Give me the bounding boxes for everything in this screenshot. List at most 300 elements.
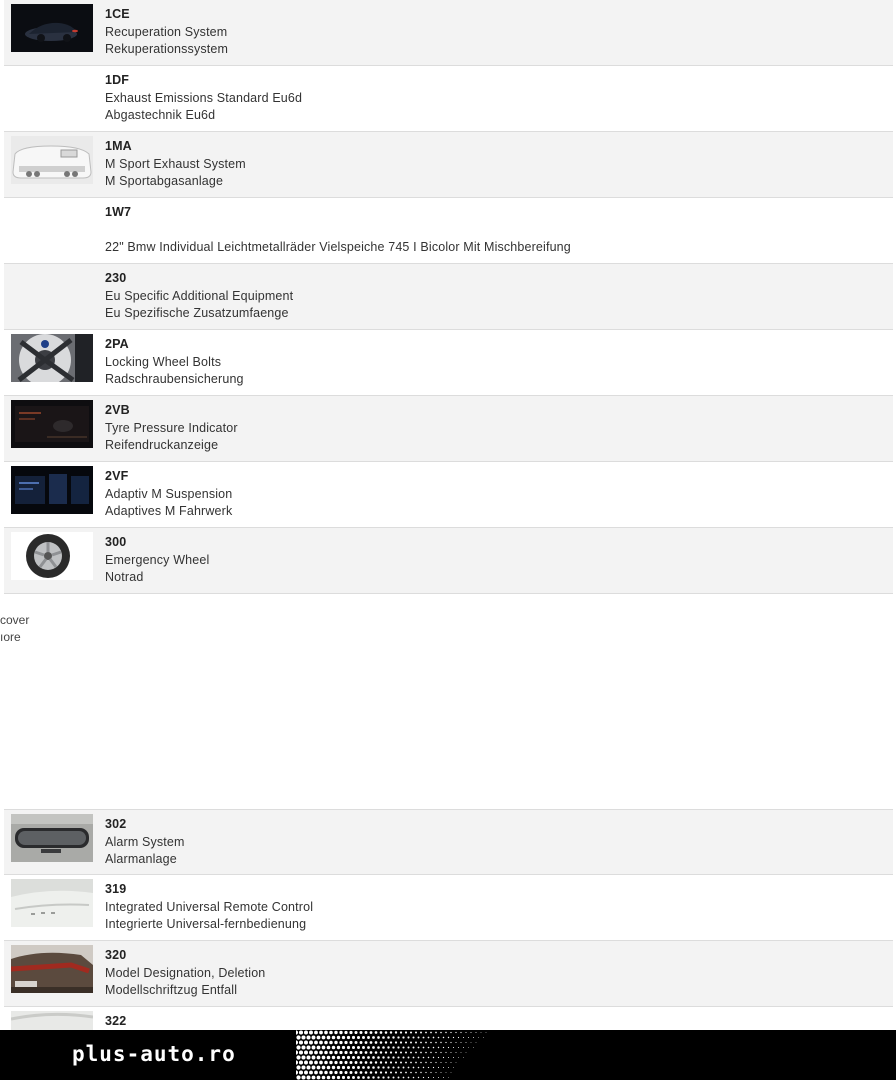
option-name-en: Integrated Universal Remote Control [105,899,314,914]
halftone-dot [339,1051,342,1054]
option-row-1w7 [4,198,893,264]
halftone-dot [319,1071,323,1075]
halftone-dot [468,1037,469,1038]
halftone-dot [372,1046,375,1049]
halftone-dot [418,1047,420,1049]
option-name-en: Emergency Wheel [105,552,210,567]
halftone-dot [425,1032,427,1034]
halftone-dot [385,1051,387,1053]
halftone-dot [352,1036,355,1039]
halftone-dot [370,1061,373,1064]
option-text [105,336,883,389]
halftone-dot [395,1041,397,1043]
halftone-dot [433,1047,435,1049]
halftone-dot [365,1031,368,1034]
halftone-dot [400,1041,402,1043]
wheel-bolts-thumbnail [11,334,93,382]
halftone-dot [301,1065,305,1069]
halftone-dot [365,1041,368,1044]
halftone-dot [296,1030,298,1034]
option-code: 322 [105,1014,127,1028]
halftone-dot [324,1051,328,1055]
option-row-2pa [4,330,893,396]
options-list-top [4,0,893,594]
halftone-dot [344,1061,347,1064]
option-name-en: Recuperation System [105,24,228,39]
option-code: 1DF [105,73,130,87]
halftone-dot [428,1057,429,1058]
halftone-dot [307,1076,311,1080]
halftone-dot [410,1072,412,1074]
halftone-dot [360,1071,363,1074]
remote-control-thumbnail [11,879,93,927]
halftone-dot [392,1056,394,1058]
halftone-dot [327,1056,331,1060]
halftone-dot [385,1041,387,1043]
halftone-dot [433,1037,435,1039]
halftone-dot [460,1032,461,1033]
option-name-de: Modellschriftzug Entfall [105,983,238,997]
option-text [105,6,883,59]
option-text [105,270,883,323]
halftone-dot [418,1037,420,1039]
halftone-dot [377,1076,379,1078]
halftone-dot [377,1056,380,1059]
halftone-dot [317,1076,321,1080]
halftone-dot [322,1076,326,1080]
option-row-2vf [4,462,893,528]
halftone-dot [327,1046,331,1050]
halftone-dot [395,1051,397,1053]
halftone-dot [476,1042,477,1043]
halftone-dot [355,1071,358,1074]
halftone-dot [428,1067,429,1068]
watermark-footer [0,1030,896,1080]
halftone-dot [400,1031,402,1033]
halftone-dot [360,1061,363,1064]
halftone-dot [408,1077,410,1079]
halftone-dot [438,1047,439,1048]
halftone-dot [355,1051,358,1054]
halftone-dot [420,1052,422,1054]
option-name-en: Adaptiv M Suspension [105,486,233,501]
halftone-dot [329,1051,332,1054]
halftone-dot [309,1061,313,1065]
halftone-dot [425,1062,426,1063]
halftone-dot [423,1077,424,1078]
option-row-1ce [4,0,893,66]
option-name-de: M Sportabgasanlage [105,174,224,188]
halftone-dot [415,1062,417,1064]
halftone-dot [347,1056,350,1059]
halftone-dot [380,1071,382,1073]
halftone-dot [317,1066,321,1070]
option-row-302 [4,809,893,875]
option-text [105,947,883,1000]
option-empty-line [105,222,883,240]
halftone-dot [423,1037,425,1039]
option-name-en: Model Designation, Deletion [105,965,266,980]
halftone-dot [307,1056,311,1060]
halftone-dot [455,1032,456,1033]
halftone-dot [301,1045,305,1049]
halftone-dot [385,1071,387,1073]
halftone-dot [355,1061,358,1064]
halftone-dot [451,1072,452,1073]
halftone-dot [413,1077,415,1079]
halftone-dot [405,1062,407,1064]
halftone-dot [296,1055,300,1059]
option-name-en: Exhaust Emissions Standard Eu6d [105,90,303,105]
halftone-dot [435,1032,437,1034]
halftone-dot [438,1057,439,1058]
halftone-dot [307,1066,311,1070]
halftone-dot [349,1031,352,1034]
halftone-dot [382,1036,385,1039]
halftone-dot [428,1037,430,1039]
halftone-dot [296,1035,300,1039]
halftone-dot [430,1042,432,1044]
halftone-dot [367,1076,370,1079]
halftone-dot [372,1076,374,1078]
mirror-thumbnail [11,814,93,862]
halftone-dot [344,1071,347,1074]
halftone-dot [339,1041,342,1044]
halftone-dot [435,1062,436,1063]
halftone-dot [410,1052,412,1054]
option-text [105,138,883,191]
halftone-dot [413,1047,415,1049]
halftone-dot [448,1057,449,1058]
halftone-dot [463,1057,464,1058]
halftone-dot [324,1061,328,1065]
halftone-dot [299,1060,303,1064]
halftone-dot [395,1072,397,1074]
halftone-dot [342,1036,345,1039]
halftone-dot [438,1077,439,1078]
option-row-300 [4,528,893,594]
halftone-dot [430,1032,432,1034]
halftone-dot [349,1061,352,1064]
option-code: 2PA [105,337,129,351]
halftone-dot [332,1066,335,1069]
halftone-dot [296,1070,298,1074]
halftone-dot [440,1062,441,1063]
halftone-dot [400,1072,402,1074]
halftone-dot [347,1036,350,1039]
halftone-dot [410,1062,412,1064]
halftone-dot [299,1030,303,1034]
halftone-dot [319,1031,323,1035]
halftone-dot [352,1056,355,1059]
halftone-dot [362,1066,365,1069]
halftone-dot [450,1032,451,1033]
halftone-dot [312,1076,316,1080]
halftone-dot [322,1036,326,1040]
halftone-dot [398,1077,400,1079]
halftone-dot [349,1051,352,1054]
halftone-dot [446,1072,447,1073]
halftone-dot [342,1046,345,1049]
halftone-dot [304,1071,308,1075]
option-name-de: Alarmanlage [105,852,177,866]
halftone-dot [448,1037,449,1038]
halftone-dot [448,1067,449,1068]
halftone-dot [387,1076,389,1078]
halftone-dot [375,1051,378,1054]
option-name-de: Notrad [105,570,144,584]
halftone-dot [415,1072,417,1074]
halftone-dot [385,1061,387,1063]
halftone-dot [463,1047,464,1048]
tyre-pressure-display-thumbnail [11,400,93,448]
halftone-dot [456,1052,457,1053]
option-name-de: Integrierte Universal-fernbedienung [105,917,307,931]
halftone-dot [360,1041,363,1044]
halftone-dot [301,1035,305,1039]
option-text [105,72,883,125]
option-name-de: Reifendruckanzeige [105,438,219,452]
halftone-dot [451,1062,452,1063]
halftone-dot [405,1031,407,1033]
halftone-dot [468,1047,469,1048]
halftone-dot [398,1067,400,1069]
halftone-dot [438,1067,439,1068]
halftone-dot [324,1041,328,1045]
halftone-dot [420,1042,422,1044]
halftone-dot [329,1041,333,1045]
halftone-dot [367,1056,370,1059]
halftone-dot [408,1067,410,1069]
halftone-dot [350,1071,353,1074]
option-code: 230 [105,271,127,285]
halftone-dot [327,1066,331,1070]
halftone-dot [327,1076,331,1080]
halftone-dot [296,1065,300,1069]
halftone-dot [377,1066,379,1068]
option-code: 319 [105,882,127,896]
halftone-dot [312,1036,316,1040]
halftone-dot [324,1071,328,1075]
brand-logo-text: plus-auto.ro [72,1042,236,1066]
halftone-dot [339,1031,342,1034]
halftone-dot [344,1031,347,1034]
halftone-dot [332,1036,336,1040]
halftone-dot [309,1071,313,1075]
halftone-dot [314,1071,318,1075]
halftone-dot [471,1032,472,1033]
halftone-dot [352,1046,355,1049]
halftone-dot [365,1051,368,1054]
halftone-dot [304,1051,308,1055]
halftone-dot [450,1042,451,1043]
halftone-dot [337,1066,340,1069]
exhaust-car-rear-thumbnail [11,136,93,184]
halftone-dot [309,1031,313,1035]
option-text [105,816,883,869]
halftone-dot [430,1052,431,1053]
halftone-dot [387,1036,390,1039]
halftone-dot [403,1077,405,1079]
halftone-dot [392,1066,394,1068]
halftone-dot [413,1067,415,1069]
halftone-dot [380,1041,383,1044]
halftone-dot [334,1071,337,1074]
halftone-pattern [296,1030,526,1080]
halftone-dot [329,1061,332,1064]
halftone-dot [357,1046,360,1049]
halftone-dot [443,1047,444,1048]
option-name-de: Rekuperationssystem [105,42,229,56]
halftone-dot [375,1041,378,1044]
clipped-text-more: ıore [0,630,21,644]
halftone-dot [390,1041,392,1043]
halftone-dot [357,1066,360,1069]
halftone-dot [443,1037,444,1038]
option-text [105,881,883,934]
halftone-dot [453,1047,454,1048]
halftone-dot [332,1076,335,1079]
halftone-dot [392,1036,394,1038]
halftone-dot [349,1041,352,1044]
halftone-dot [392,1046,394,1048]
halftone-dot [420,1032,422,1034]
halftone-dot [357,1056,360,1059]
halftone-dot [433,1057,434,1058]
halftone-dot [433,1077,434,1078]
halftone-dot [425,1042,427,1044]
option-code: 1MA [105,139,132,153]
halftone-dot [375,1071,377,1073]
option-text [105,468,883,521]
halftone-dot [465,1032,466,1033]
halftone-dot [418,1077,419,1078]
halftone-dot [458,1037,459,1038]
option-code: 2VB [105,403,130,417]
halftone-dot [372,1036,375,1039]
halftone-dot [400,1051,402,1053]
halftone-dot [455,1042,456,1043]
halftone-dot [312,1066,316,1070]
halftone-dot [347,1066,350,1069]
halftone-dot [372,1066,375,1069]
halftone-dot [365,1061,368,1064]
halftone-dot [387,1066,389,1068]
halftone-dot [453,1067,454,1068]
halftone-dot [387,1056,389,1058]
option-name-en: Tyre Pressure Indicator [105,420,238,435]
halftone-dot [370,1071,373,1074]
halftone-dot [367,1066,370,1069]
halftone-dot [448,1047,449,1048]
halftone-dot [362,1046,365,1049]
option-row-1df [4,66,893,132]
halftone-dot [478,1037,479,1038]
suspension-display-thumbnail [11,466,93,514]
halftone-dot [415,1042,417,1044]
halftone-dot [317,1036,321,1040]
halftone-dot [407,1036,409,1038]
halftone-dot [359,1031,362,1034]
halftone-dot [296,1075,300,1079]
halftone-dot [433,1067,434,1068]
halftone-dot [486,1032,487,1033]
option-code: 1CE [105,7,130,21]
halftone-dot [370,1041,373,1044]
halftone-dot [443,1077,444,1078]
halftone-dot [440,1042,441,1043]
halftone-dot [458,1047,459,1048]
halftone-dot [412,1036,414,1038]
option-code: 320 [105,948,127,962]
option-code: 2VF [105,469,129,483]
halftone-dot [405,1041,407,1043]
halftone-dot [375,1031,378,1034]
halftone-dot [420,1072,421,1073]
halftone-dot [319,1041,323,1045]
halftone-dot [299,1070,303,1074]
halftone-dot [380,1031,383,1034]
halftone-dot [312,1056,316,1060]
halftone-dot [428,1047,430,1049]
halftone-dot [296,1060,298,1064]
halftone-dot [372,1056,375,1059]
halftone-dot [390,1051,392,1053]
halftone-dot [357,1076,360,1079]
halftone-dot [354,1031,357,1034]
halftone-dot [319,1051,323,1055]
halftone-dot [418,1067,420,1069]
option-row-319 [4,875,893,941]
halftone-dot [402,1036,404,1038]
halftone-dot [460,1042,461,1043]
halftone-dot [423,1047,425,1049]
option-text [105,534,883,587]
halftone-dot [334,1031,337,1034]
halftone-dot [413,1057,415,1059]
halftone-dot [334,1061,337,1064]
halftone-dot [370,1051,373,1054]
halftone-dot [387,1046,389,1048]
halftone-dot [397,1036,399,1038]
halftone-dot [307,1046,311,1050]
halftone-dot [483,1037,484,1038]
halftone-dot [402,1046,404,1048]
halftone-dot [445,1032,446,1033]
halftone-dot [390,1031,392,1033]
halftone-dot [448,1077,449,1078]
halftone-dot [332,1046,336,1050]
halftone-dot [367,1046,370,1049]
halftone-dot [456,1062,457,1063]
option-text [105,402,883,455]
halftone-dot [473,1037,474,1038]
halftone-dot [327,1036,331,1040]
halftone-dot [304,1061,308,1065]
halftone-dot [403,1067,405,1069]
halftone-dot [476,1032,477,1033]
halftone-dot [430,1062,431,1063]
halftone-dot [365,1071,368,1074]
halftone-dot [425,1072,426,1073]
halftone-dot [337,1076,340,1079]
halftone-dot [408,1057,410,1059]
halftone-dot [466,1042,467,1043]
halftone-dot [453,1037,454,1038]
halftone-dot [322,1046,326,1050]
halftone-dot [375,1061,377,1063]
halftone-dot [407,1046,409,1048]
